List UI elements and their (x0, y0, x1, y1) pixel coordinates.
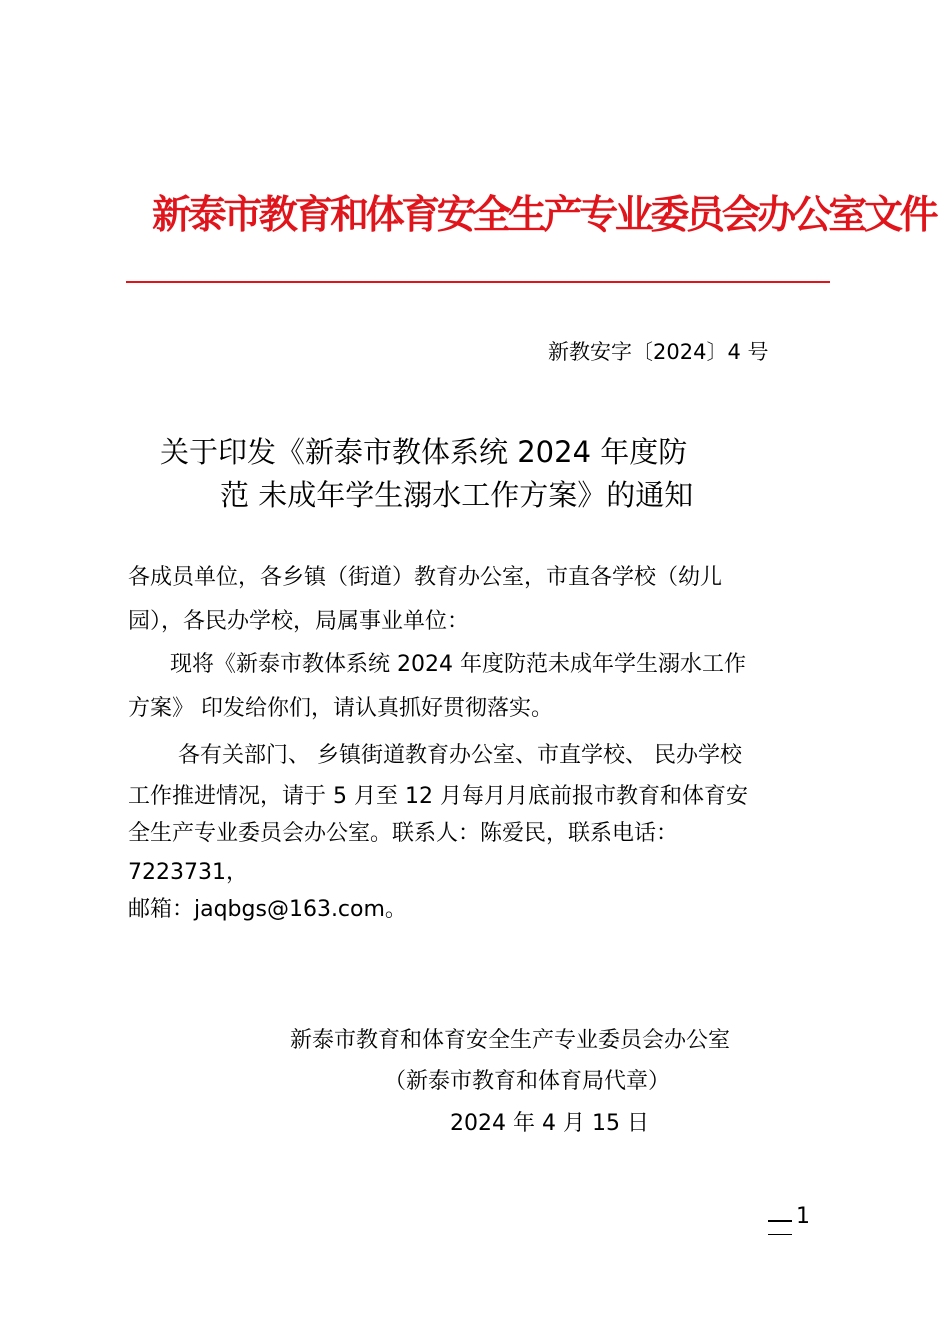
signature-issuer: 新泰市教育和体育安全生产专业委员会办公室 (290, 1028, 731, 1053)
page-number: 1 (796, 1204, 810, 1229)
header-red-rule (126, 281, 830, 283)
paragraph-2-line-4: 7223731， (128, 860, 248, 885)
paragraph-1-line-1: 现将《新泰市教体系统 2024 年度防范未成年学生溺水工作 (170, 652, 746, 677)
document-number: 新教安字〔2024〕4 号 (548, 340, 769, 364)
page-dash-top (768, 1220, 792, 1222)
notice-title-line-1: 关于印发《新泰市教体系统 2024 年度防 (160, 435, 688, 469)
paragraph-2-line-1: 各有关部门、 乡镇街道教育办公室、市直学校、 民办学校 (178, 743, 742, 768)
recipients-line-2: 园），各民办学校，局属事业单位： (128, 609, 470, 634)
notice-title-line-2: 范 未成年学生溺水工作方案》的通知 (220, 478, 694, 512)
signature-date: 2024 年 4 月 15 日 (450, 1111, 649, 1136)
signature-seal-note: （新泰市教育和体育局代章） (384, 1069, 671, 1094)
page-dash-bottom (768, 1234, 792, 1235)
paragraph-1-line-2: 方案》 印发给你们，请认真抓好贯彻落实。 (128, 696, 553, 721)
header-org-title: 新泰市教育和体育安全生产专业委员会办公室文件 (152, 193, 936, 238)
paragraph-2-line-3: 全生产专业委员会办公室。联系人：陈爱民，联系电话： (128, 821, 679, 846)
paragraph-2-line-5: 邮箱：jaqbgs@163.com。 (128, 897, 407, 922)
recipients-line-1: 各成员单位，各乡镇（街道）教育办公室，市直各学校（幼儿 (128, 565, 723, 590)
paragraph-2-line-2: 工作推进情况，请于 5 月至 12 月每月月底前报市教育和体育安 (128, 784, 748, 809)
